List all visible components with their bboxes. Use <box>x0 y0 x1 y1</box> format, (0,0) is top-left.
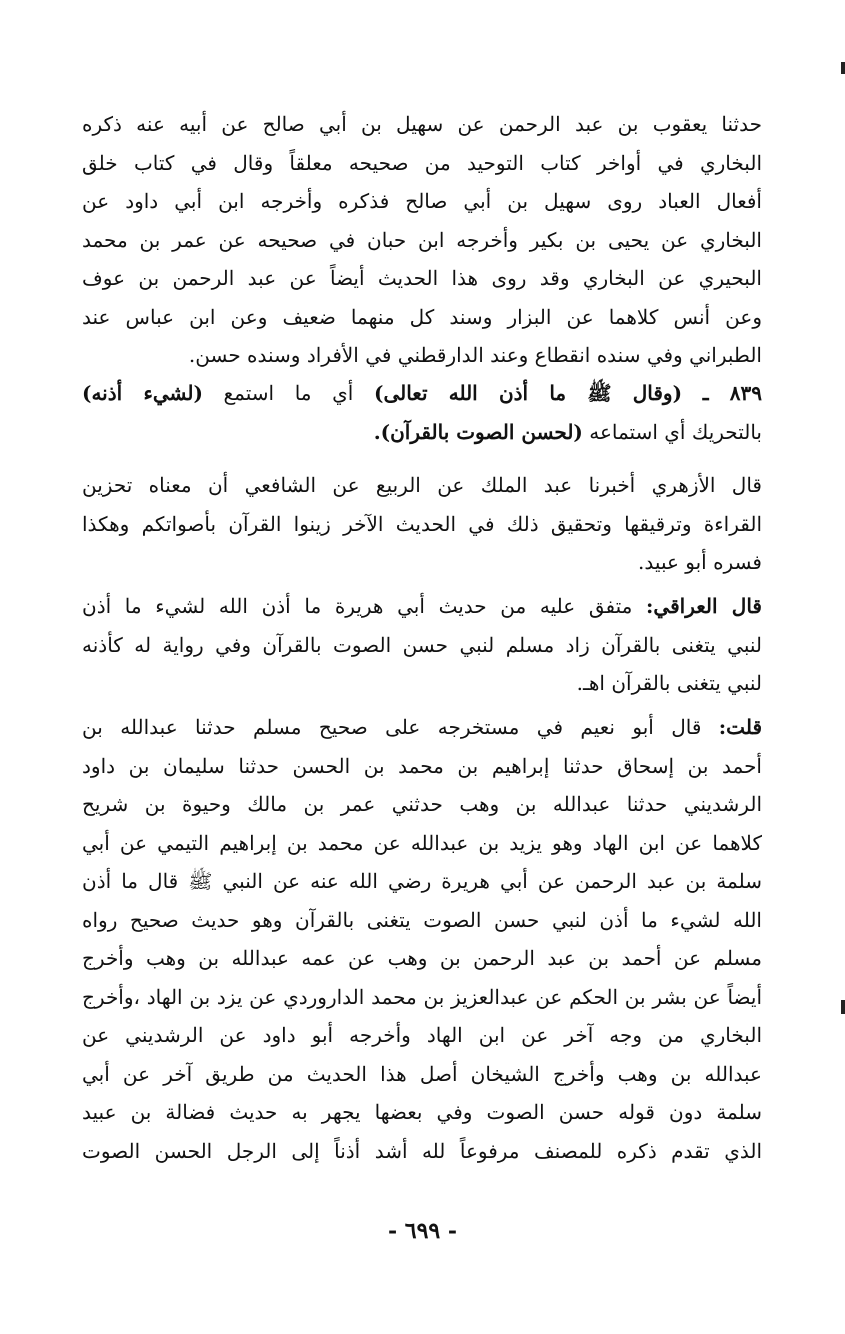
hadith-explanation: بالتحريك أي استماعه <box>582 419 762 444</box>
text-line: الطبراني وفي سنده انقطاع وعند الدارقطني في الأفراد وسنده حسن. <box>188 343 762 367</box>
text-line: سلمة دون قوله حسن الصوت وفي بعضها يجهر به حديث فضالة بن عبيد <box>82 1100 762 1124</box>
hadith-number: ٨٣٩ ـ <box>702 381 762 405</box>
hadith-839 <box>82 374 762 451</box>
text-line: كلاهما عن ابن الهاد وهو يزيد بن عبدالله عن محمد بن إبراهيم التيمي عن أبي <box>82 830 762 855</box>
paragraph-qultu <box>82 708 762 1170</box>
hadith-quote: (وقال ﷺ ما أذن الله تعالى) <box>373 381 683 405</box>
text-line: البخاري من وجه آخر عن ابن الهاد وأخرجه أبو داود عن الرشديني عن <box>82 1023 762 1047</box>
text-line <box>82 587 762 626</box>
text-line: سلمة بن عبد الرحمن عن أبي هريرة رضي الله عنه عن النبي ﷺ قال ما أذن <box>82 869 762 893</box>
paragraph-azhari <box>82 466 762 582</box>
text-line: أفعال العباد روى سهيل بن أبي صالح فذكره وأخرجه ابن أبي داود عن <box>82 189 762 213</box>
hadith-quote: (لحسن الصوت بالقرآن). <box>373 419 583 444</box>
text-line: لنبي يتغنى بالقرآن اهـ. <box>576 671 762 695</box>
text-line: الذي تقدم ذكره للمصنف مرفوعاً لله أشد أذناً إلى الرجل الحسن الصوت <box>82 1138 762 1163</box>
text-line: أحمد بن إسحاق حدثنا إبراهيم بن محمد بن الحسن حدثنا سليمان بن داود <box>82 753 762 778</box>
text-line: القراءة وترقيقها وتحقيق ذلك في الحديث الآخر زينوا القرآن بأصواتكم وهكذا <box>82 511 762 536</box>
iraqi-label: قال العراقي: <box>646 594 762 618</box>
qultu-label: قلت: <box>718 715 762 739</box>
text-line: فسره أبو عبيد. <box>638 550 762 574</box>
text-line: الرشديني حدثنا عبدالله بن وهب حدثني عمر بن مالك وحيوة بن شريح <box>82 792 762 816</box>
text-line: البحيري عن البخاري وقد روى هذا الحديث أيضاً عن عبد الرحمن بن عوف <box>82 266 762 290</box>
text-line: وعن أنس كلاهما عن البزار وسند كل منهما ضعيف وعن ابن عباس عند <box>82 304 762 329</box>
hadith-explanation: أي ما استمع <box>202 381 354 405</box>
text-line: البخاري في أواخر كتاب التوحيد من صحيحه معلقاً وقال في كتاب خلق <box>82 150 762 175</box>
paragraph-iraqi <box>82 587 762 703</box>
text-line: مسلم عن أحمد بن عبد الرحمن بن وهب عن عمه عبدالله بن وهب وأخرج <box>82 946 762 970</box>
qultu-text: قال أبو نعيم في مستخرجه على صحيح مسلم حدثنا عبدالله بن <box>82 715 719 739</box>
text-line <box>82 708 762 747</box>
hadith-line <box>82 413 762 452</box>
text-line: لنبي يتغنى بالقرآن زاد مسلم لنبي حسن الصوت بالقرآن وفي رواية له كأذنه <box>82 632 762 657</box>
page-edge-mark <box>841 1000 845 1014</box>
text-line: أيضاً عن بشر بن الحكم عن عبدالعزيز بن محمد الداروردي عن يزد بن الهاد ،وأخرج <box>82 984 762 1009</box>
page-edge-mark <box>841 62 845 74</box>
text-line: البخاري عن يحيى بن بكير وأخرجه ابن حبان في صحيحه عن عمر بن محمد <box>82 227 762 252</box>
text-line: حدثنا يعقوب بن عبد الرحمن عن سهيل بن أبي صالح عن أبيه عنه ذكره <box>82 112 762 136</box>
text-line: عبدالله بن وهب وأخرج الشيخان أصل هذا الحديث من طريق آخر عن أبي <box>82 1061 762 1086</box>
text-line: قال الأزهري أخبرنا عبد الملك عن الربيع عن الشافعي أن معناه تحزين <box>82 473 762 497</box>
hadith-quote: (لشيء أذنه) <box>82 381 203 405</box>
hadith-line <box>82 374 762 413</box>
iraqi-text: متفق عليه من حديث أبي هريرة ما أذن الله لشيء ما أذن <box>82 594 647 618</box>
page-number: - ٦٩٩ - <box>387 1218 458 1244</box>
paragraph-commentary-1 <box>82 105 762 375</box>
text-line: الله لشيء ما أذن لنبي حسن الصوت يتغنى بالقرآن وهو حديث صحيح رواه <box>82 907 762 932</box>
